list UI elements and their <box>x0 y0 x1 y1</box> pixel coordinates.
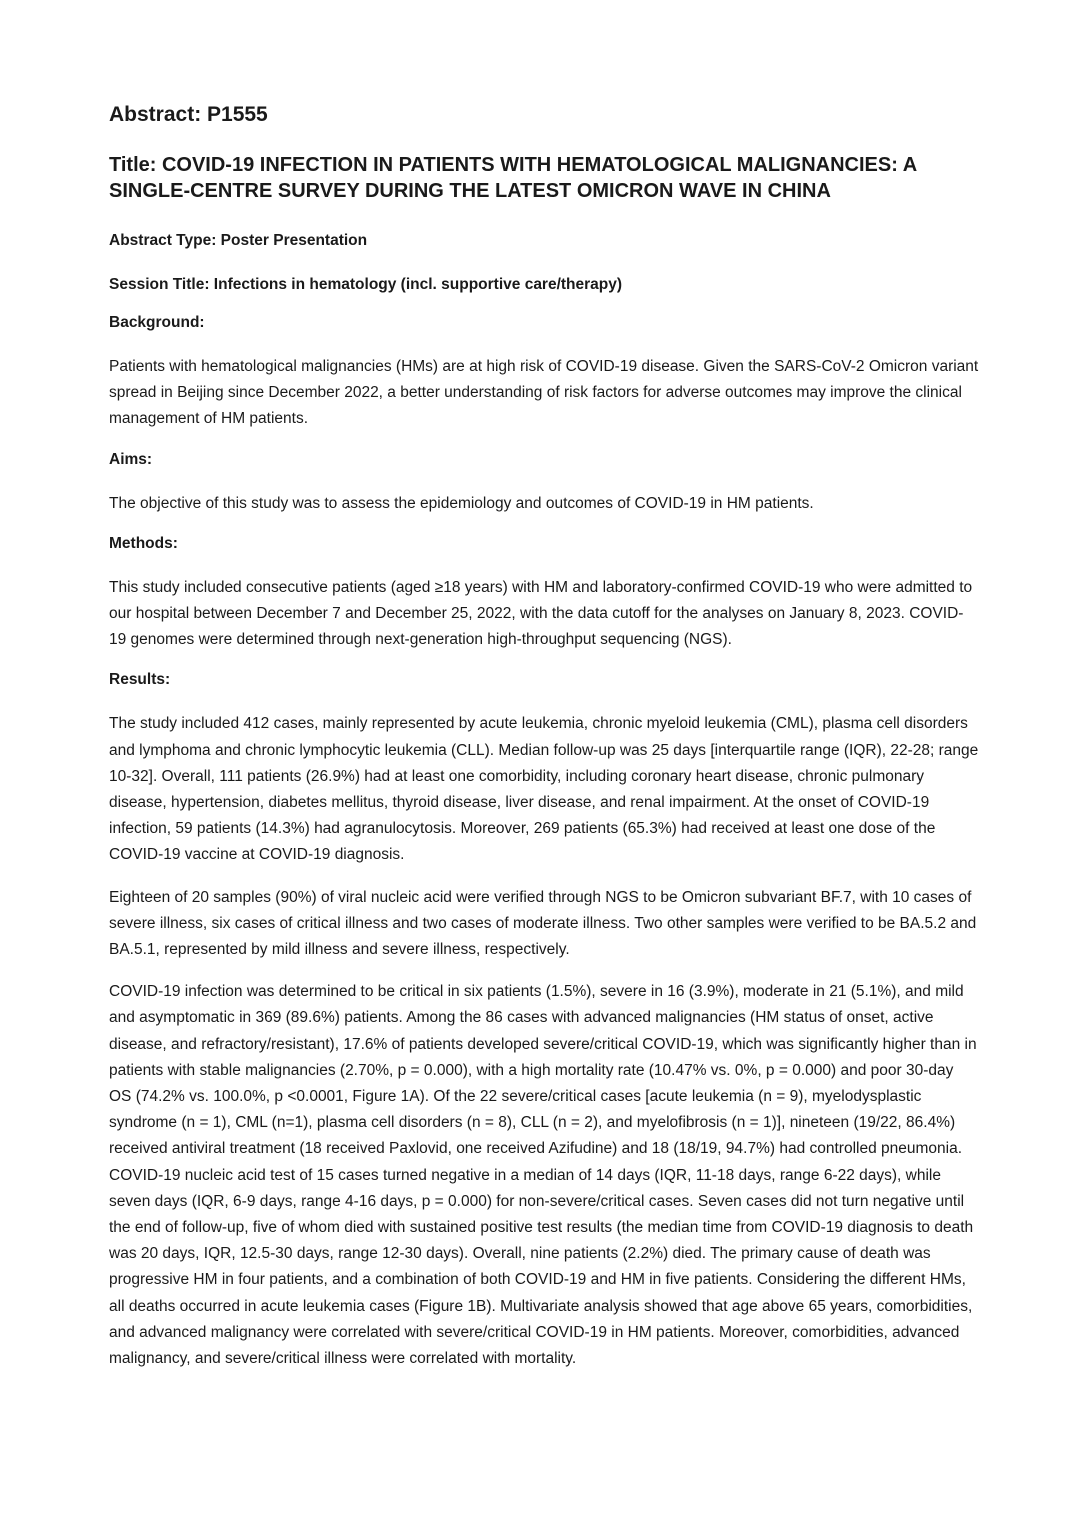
aims-heading: Aims: <box>109 450 153 468</box>
abstract-title: Title: COVID-19 INFECTION IN PATIENTS WITH HEMATOLOGICAL MALIGNANCIES: A SINGLE-CENTRE SURVEY DURING THE LATEST OMICRON WAVE IN CHINA <box>109 154 917 202</box>
results-paragraph-2: Eighteen of 20 samples (90%) of viral nucleic acid were verified through NGS to be Omicron subvariant BF.7, with 10 cases of severe illness, six cases of critical illness and two cases of moderate illness. Two other samples were verified to be BA.5.2 and BA.5.1, represented by mild illness and severe illness, respectively. <box>109 888 977 959</box>
results-paragraph-1: The study included 412 cases, mainly represented by acute leukemia, chronic myeloid leukemia (CML), plasma cell disorders and lymphoma and chronic lymphocytic leukemia (CLL). Median follow-up was 25 days [interquartile range (IQR), 22-28; range 10-32]. Overall, 111 patients (26.9%) had at least one comorbidity, including coronary heart disease, chronic pulmonary disease, hypertension, diabetes mellitus, thyroid disease, liver disease, and renal impairment. At the onset of COVID-19 infection, 59 patients (14.3%) had agranulocytosis. Moreover, 269 patients (65.3%) had received at least one dose of the COVID-19 vaccine at COVID-19 diagnosis. <box>109 715 979 864</box>
session-title: Session Title: Infections in hematology (incl. supportive care/therapy) <box>109 276 623 293</box>
background-heading: Background: <box>109 314 205 331</box>
results-paragraph-3: COVID-19 infection was determined to be critical in six patients (1.5%), severe in 16 (3.9%), moderate in 21 (5.1%), and mild and asymptomatic in 369 (89.6%) patients. Among the 86 cases with advanced malignancies (HM status of onset, active disease, and refractory/resistant), 17.6% of patients developed severe/critical COVID-19, which was significantly higher than in patients with stable malignancies (2.70%, p = 0.000), with a high mortality rate (10.47% vs. 0%, p = 0.000) and poor 30-day OS (74.2% vs. 100.0%, p <0.0001, Figure 1A). Of the 22 severe/critical cases [acute leukemia (n = 9), myelodysplastic syndrome (n = 1), CML (n=1), plasma cell disorders (n = 8), CLL (n = 2), and myelofibrosis (n = 1)], nineteen (19/22, 86.4%) received antiviral treatment (18 received Paxlovid, one received Azifudine) and 18 (18/19, 94.7%) had controlled pneumonia. COVID-19 nucleic acid test of 15 cases turned negative in a median of 14 days (IQR, 11-18 days, range 6-22 days), while seven days (IQR, 6-9 days, range 4-16 days, p = 0.000) for non-severe/critical cases. Seven cases did not turn negative until the end of follow-up, five of whom died with sustained positive test results (the median time from COVID-19 diagnosis to death was 20 days, IQR, 12.5-30 days, range 12-30 days). Overall, nine patients (2.2%) died. The primary cause of death was progressive HM in four patients, and a combination of both COVID-19 and HM in five patients. Considering the different HMs, all deaths occurred in acute leukemia cases (Figure 1B). Multivariate analysis showed that age above 65 years, comorbidities, and advanced malignancy were correlated with severe/critical COVID-19 in HM patients. Moreover, comorbidities, advanced malignancy, and severe/critical illness were correlated with mortality. <box>109 983 977 1368</box>
abstract-number: Abstract: P1555 <box>109 103 268 126</box>
background-text: Patients with hematological malignancies (HMs) are at high risk of COVID-19 disease. Given the SARS-CoV-2 Omicron variant spread in Beijing since December 2022, a better understanding of risk factors for adverse outcomes may improve the clinical management of HM patients. <box>109 358 979 428</box>
methods-heading: Methods: <box>109 534 178 552</box>
aims-text: The objective of this study was to assess the epidemiology and outcomes of COVID-19 in HM patients. <box>109 494 814 512</box>
results-heading: Results: <box>109 671 171 689</box>
abstract-type: Abstract Type: Poster Presentation <box>109 232 368 249</box>
methods-text: This study included consecutive patients (aged ≥18 years) with HM and laboratory-confirmed COVID-19 who were admitted to our hospital between December 7 and December 25, 2022, with the data cutoff for the analyses on January 8, 2023. COVID-19 genomes were determined through next-generation high-throughput sequencing (NGS). <box>109 578 973 649</box>
